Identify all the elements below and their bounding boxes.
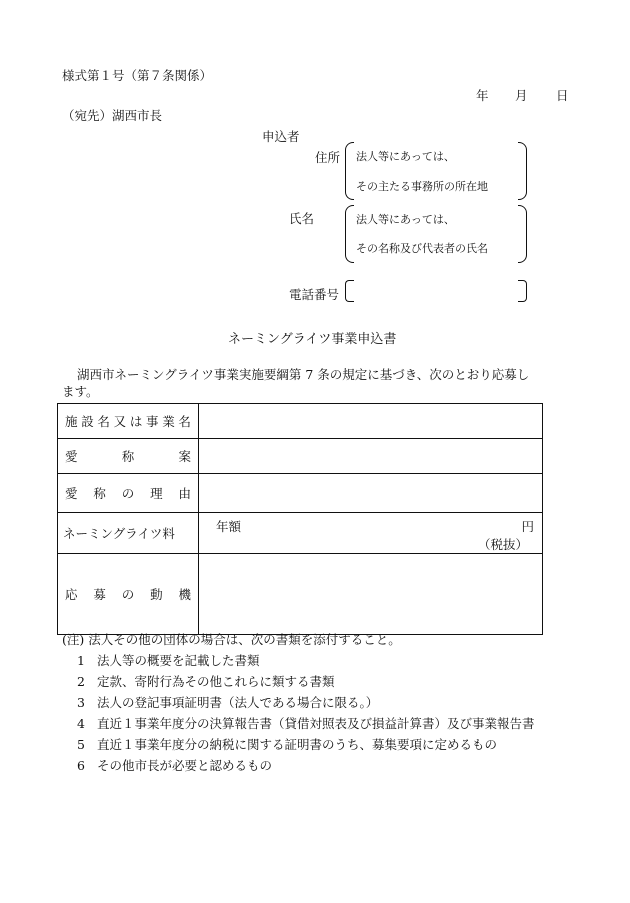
nickname-label-cell <box>58 439 199 474</box>
nickname-label: 愛 称 案 <box>65 449 191 464</box>
facility-label-cell <box>58 404 199 439</box>
list-item: 6 その他市長が必要と認めるもの <box>77 758 273 773</box>
name-note-1: 法人等にあっては、 <box>356 213 455 226</box>
reason-label: 愛 称 の 理 由 <box>65 486 191 501</box>
date-month-label: 月 <box>515 88 528 103</box>
list-item: 5 直近１事業年度分の納税に関する証明書のうち、募集要項に定めるもの <box>77 737 498 752</box>
intro-line-2: ます。 <box>62 384 99 399</box>
table-row <box>58 513 543 554</box>
reason-label-cell <box>58 474 199 513</box>
name-label: 氏名 <box>289 211 315 226</box>
address-bracket-open <box>345 142 354 200</box>
fee-tax-label: （税抜） <box>477 537 528 552</box>
table-row <box>58 474 543 513</box>
list-item: 1 法人等の概要を記載した書類 <box>77 653 260 668</box>
applicant-title: 申込者 <box>262 129 300 144</box>
notes <box>62 629 535 776</box>
table-row <box>58 404 543 439</box>
fee-label: ネーミングライツ料 <box>63 526 175 541</box>
addressee: （宛先）湖西市長 <box>62 108 163 123</box>
name-note-2: その名称及び代表者の氏名 <box>356 242 488 255</box>
motive-input-cell[interactable] <box>199 554 543 635</box>
address-note-2: その主たる事務所の所在地 <box>356 180 488 193</box>
table-row <box>58 554 543 635</box>
fee-input-cell[interactable] <box>199 513 543 554</box>
address-note-1: 法人等にあっては、 <box>356 150 455 163</box>
name-bracket-open <box>345 205 354 263</box>
address-bracket-close <box>518 142 527 200</box>
table-row <box>58 439 543 474</box>
application-table <box>57 403 543 635</box>
list-item: 3 法人の登記事項証明書（法人である場合に限る。） <box>77 695 379 710</box>
date-year-label: 年 <box>476 88 489 103</box>
phone-label: 電話番号 <box>289 287 340 302</box>
address-label: 住所 <box>315 150 341 165</box>
date-day-label: 日 <box>556 88 569 103</box>
document-title: ネーミングライツ事業申込書 <box>228 332 397 347</box>
motive-label-cell <box>58 554 199 635</box>
fee-year-label: 年額 <box>216 519 242 534</box>
form-number: 様式第１号（第７条関係） <box>62 68 213 83</box>
reason-input-cell[interactable] <box>199 474 543 513</box>
fee-label-cell <box>58 513 199 554</box>
phone-bracket-open <box>345 280 354 302</box>
list-item: 4 直近１事業年度分の決算報告書（貸借対照表及び損益計算書）及び事業報告書 <box>77 716 535 731</box>
notes-heading: (注) 法人その他の団体の場合は、次の書類を添付すること。 <box>62 632 401 647</box>
facility-label: 施 設 名 又 は 事 業 名 <box>65 414 191 429</box>
fee-yen-label: 円 <box>521 519 534 534</box>
list-item: 2 定款、寄附行為その他これらに類する書類 <box>77 674 335 689</box>
phone-bracket-close <box>518 280 527 302</box>
facility-input-cell[interactable] <box>199 404 543 439</box>
nickname-input-cell[interactable] <box>199 439 543 474</box>
name-bracket-close <box>518 205 527 263</box>
intro-line-1: 湖西市ネーミングライツ事業実施要綱第 7 条の規定に基づき、次のとおり応募し <box>77 367 530 382</box>
motive-label: 応 募 の 動 機 <box>65 587 191 602</box>
